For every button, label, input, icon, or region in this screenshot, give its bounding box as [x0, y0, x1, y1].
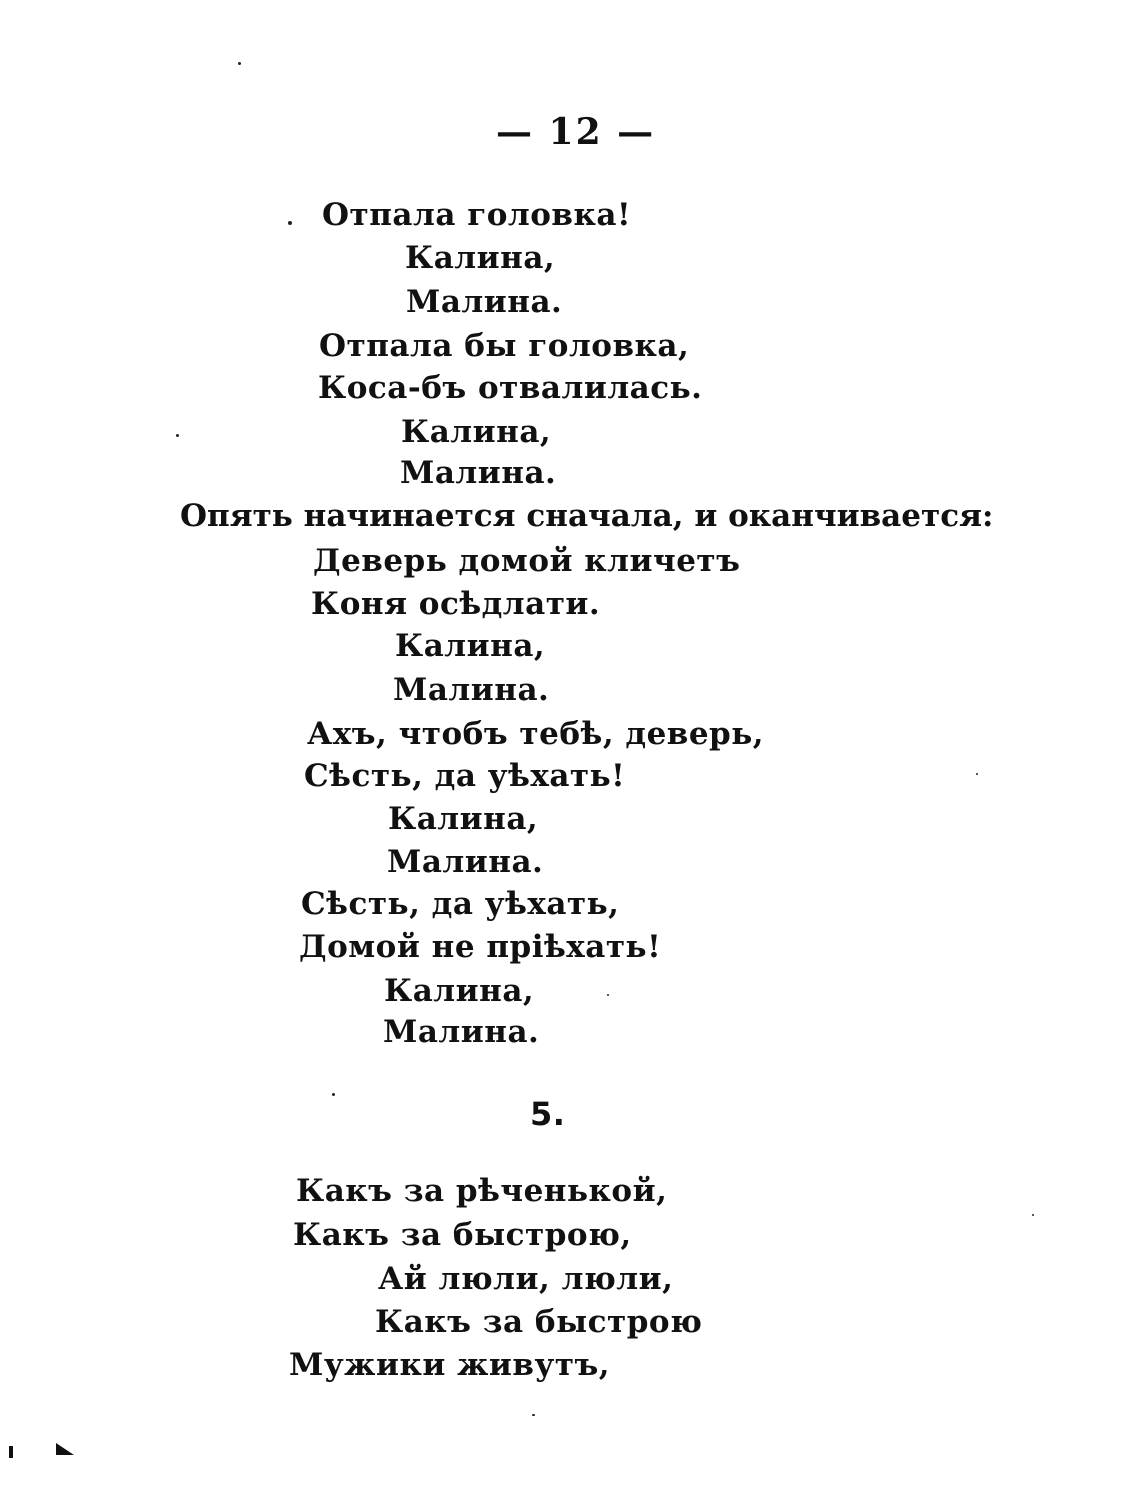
verse-line: Деверь домой кличетъ: [313, 543, 741, 579]
scan-mark: [56, 1443, 74, 1455]
scan-speck: [1032, 1214, 1034, 1216]
verse-line: Какъ за рѣченькой,: [296, 1173, 668, 1209]
refrain-line: Калина,: [405, 240, 556, 276]
refrain-line: Калина,: [401, 414, 552, 450]
refrain-line: Калина,: [384, 973, 535, 1009]
scan-speck: [288, 221, 292, 225]
scan-speck: [176, 434, 179, 437]
refrain-line: Малина.: [383, 1014, 540, 1050]
verse-line: Коня осѣдлати.: [311, 586, 601, 622]
refrain-line: Малина.: [393, 672, 550, 708]
verse-line: Какъ за быстрою,: [293, 1217, 632, 1253]
scan-speck: [332, 1093, 335, 1096]
scan-speck: [976, 773, 978, 775]
verse-line: Отпала головка!: [322, 197, 632, 233]
verse-line: Какъ за быстрою: [375, 1304, 703, 1340]
page-number: — 12 —: [496, 111, 656, 153]
scan-speck: [532, 1414, 535, 1416]
verse-line: Отпала бы головка,: [319, 328, 690, 364]
refrain-line: Ай люли, люли,: [378, 1261, 674, 1297]
verse-line: Сѣсть, да уѣхать!: [304, 758, 626, 794]
section-number: 5.: [530, 1095, 566, 1133]
refrain-line: Малина.: [406, 284, 563, 320]
refrain-line: Калина,: [388, 801, 539, 837]
verse-line: Ахъ, чтобъ тебѣ, деверь,: [307, 716, 765, 752]
scan-speck: [607, 994, 609, 996]
refrain-line: Калина,: [395, 628, 546, 664]
stage-direction: Опять начинается сначала, и оканчивается:: [180, 498, 994, 534]
verse-line: Сѣсть, да уѣхать,: [301, 886, 620, 922]
scan-speck: [238, 62, 241, 65]
refrain-line: Малина.: [400, 455, 557, 491]
verse-line: Коса-бъ отвалилась.: [318, 370, 703, 406]
verse-line: Мужики живутъ,: [289, 1347, 611, 1383]
verse-line: Домой не пріѣхать!: [299, 929, 662, 965]
refrain-line: Малина.: [387, 844, 544, 880]
scan-mark: [9, 1446, 13, 1458]
